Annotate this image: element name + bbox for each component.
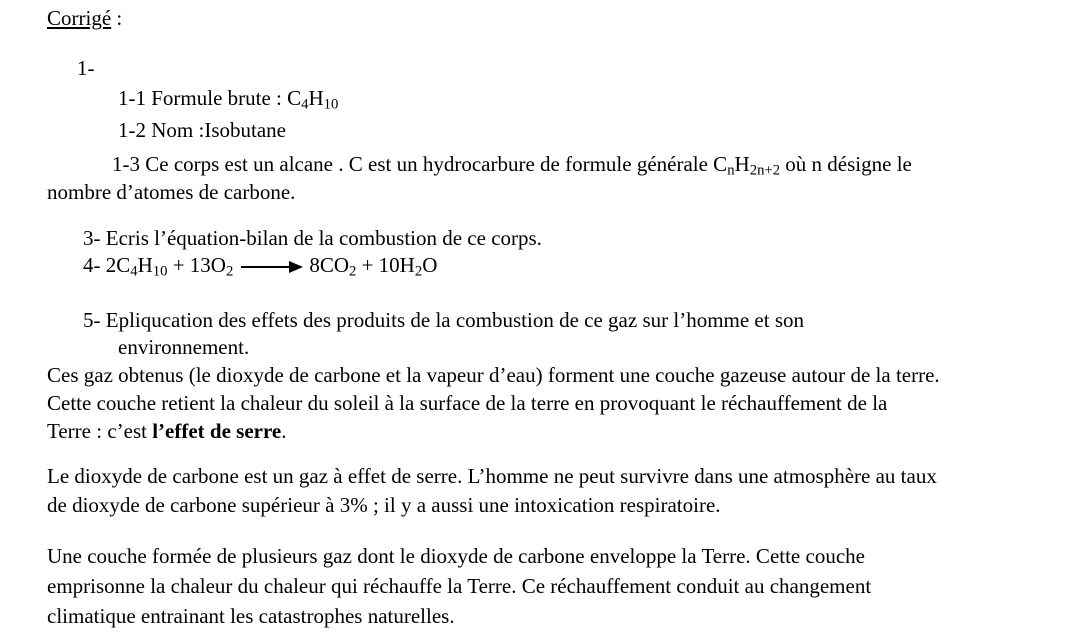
- question-5-line1: 5- Epliqucation des effets des produits de la combustion de ce gaz sur l’homme et son: [83, 308, 805, 332]
- eq-label: 4- 2C: [83, 253, 131, 277]
- formula-sub-h: 10: [323, 96, 339, 113]
- eq-o: O: [422, 253, 438, 277]
- question-3: 3- Ecris l’équation-bilan de la combustion de ce corps.: [83, 226, 542, 250]
- eq-h2o: + 10H: [356, 253, 415, 277]
- eq-h: H: [137, 253, 153, 277]
- eq-co2: 8CO: [309, 253, 349, 277]
- question-5-line2: environnement.: [118, 335, 250, 359]
- q13-after: où n désigne le: [780, 152, 912, 176]
- paragraph-1-line1: Ces gaz obtenus (le dioxyde de carbone et la vapeur d’eau) forment une couche gazeuse autour de la terre.: [47, 363, 940, 387]
- question-1-3: [112, 152, 912, 179]
- title-suffix: :: [111, 6, 123, 30]
- formula-sub-c: 4: [301, 96, 309, 113]
- question-1-label: 1-: [77, 56, 95, 80]
- q13-sub-2n2: 2n+2: [749, 162, 781, 179]
- eq-plus-o2: + 13O: [167, 253, 226, 277]
- paragraph-2-line2: de dioxyde de carbone supérieur à 3% ; il y a aussi une intoxication respiratoire.: [47, 493, 721, 517]
- question-4-equation: [83, 253, 438, 280]
- formula-h: H: [308, 86, 324, 110]
- formula-prefix: 1-1 Formule brute : C: [118, 86, 302, 110]
- paragraph-3-line3: climatique entrainant les catastrophes naturelles.: [47, 604, 455, 628]
- p1-line3-c: .: [281, 419, 287, 443]
- paragraph-1-line3: [47, 420, 287, 443]
- question-1-3-line2: nombre d’atomes de carbone.: [47, 180, 296, 204]
- p1-line3-a: Terre : c’est: [47, 419, 153, 443]
- paragraph-3-line2: emprisonne la chaleur du chaleur qui réchauffe la Terre. Ce réchauffement conduit au changement: [47, 574, 872, 598]
- q13-h: H: [734, 152, 750, 176]
- q13-sub-n: n: [727, 162, 735, 179]
- question-1-2: 1-2 Nom :Isobutane: [118, 118, 286, 142]
- question-1-1: [118, 86, 339, 113]
- q13-text: 1-3 Ce corps est un alcane . C est un hydrocarbure de formule générale C: [112, 152, 728, 176]
- paragraph-1-line2: Cette couche retient la chaleur du soleil à la surface de la terre en provoquant le réchauffement de la: [47, 391, 888, 415]
- paragraph-3-line1: Une couche formée de plusieurs gaz dont le dioxyde de carbone enveloppe la Terre. Cette couche: [47, 544, 865, 568]
- eq-sub-5: 2: [414, 263, 423, 280]
- reaction-arrow-icon: [241, 260, 303, 274]
- title: [47, 7, 122, 30]
- greenhouse-effect-term: l’effet de serre: [152, 419, 282, 443]
- eq-sub-4: 2: [349, 263, 357, 280]
- eq-sub-1: 4: [130, 263, 138, 280]
- eq-sub-2: 10: [152, 263, 168, 280]
- paragraph-2-line1: Le dioxyde de carbone est un gaz à effet de serre. L’homme ne peut survivre dans une atmosphère au taux: [47, 464, 937, 488]
- title-text: Corrigé: [47, 6, 112, 30]
- eq-sub-3: 2: [225, 263, 234, 280]
